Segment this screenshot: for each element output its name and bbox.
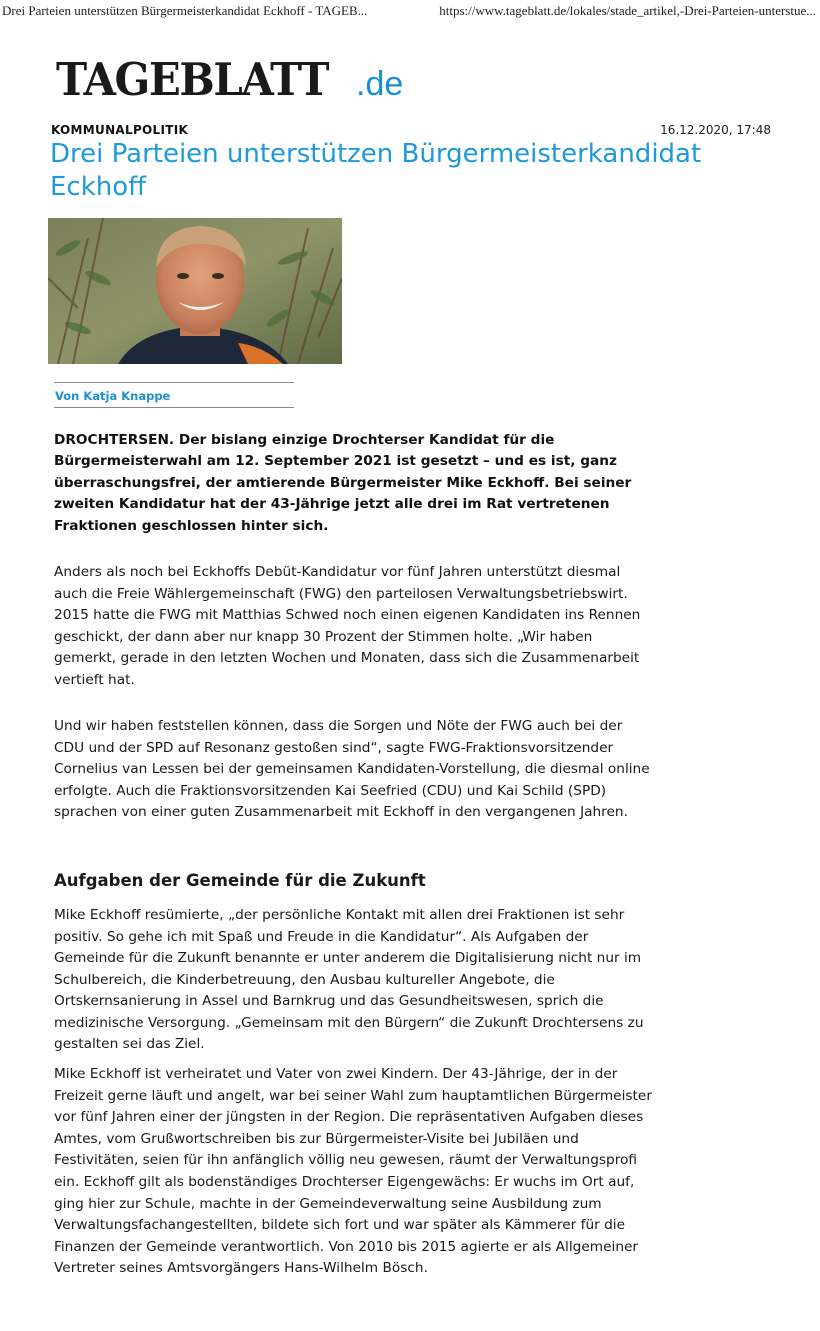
article-headline: Drei Parteien unterstützen Bürgermeisterkandidat Eckhoff [50,139,702,202]
article-lead: DROCHTERSEN. Der bislang einzige Drochterser Kandidat für die Bürgermeisterwahl am 12. September 2021 ist gesetzt – und es ist, ganz überraschungsfrei, der amtierende Bürgermeister Mike Eckhoff. Bei seiner zweiten Kandidatur hat der 43-Jährige jetzt alle drei im Rat vertretenen Fraktionen geschlossen hinter sich. [54,432,632,534]
logo-wordmark: TAGEBLATT [56,53,329,106]
article-paragraph-1: Anders als noch bei Eckhoffs Debüt-Kandidatur vor fünf Jahren unterstützt diesmal auch die Freie Wählergemeinschaft (FWG) den parteilosen Verwaltungsbetriebswirt. 2015 hatte die FWG mit Matthias Schwed noch einen eigenen Kandidaten ins Rennen geschickt, der dann aber nur knapp 30 Prozent der Stimmen holte. „Wir haben gemerkt, gerade in den letzten Wochen und Monaten, dass sich die Zusammenarbeit vertieft hat. [54,564,641,688]
article-rubric: KOMMUNALPOLITIK [51,123,189,137]
site-logo[interactable] [56,50,404,110]
logo-domain-suffix: .de [356,65,404,103]
article-paragraph-3: Mike Eckhoff resümierte, „der persönliche Kontakt mit allen drei Fraktionen ist sehr positiv. So gehe ich mit Spaß und Freude in die Kandidatur“. Als Aufgaben der Gemeinde für die Zukunft benannte er unter anderem die Digitalisierung nicht nur im Schulbereich, die Kinderbetreuung, den Ausbau kultureller Angebote, die Ortskernsanierung in Assel und Barnkrug und das Gesundheitswesen, sprich die medizinische Versorgung. „Gemeinsam mit den Bürgern“ die Zukunft Drochtersens zu gestalten sei das Ziel. [54,907,644,1052]
article-subheading: Aufgaben der Gemeinde für die Zukunft [54,871,426,890]
article-paragraph-2: Und wir haben feststellen können, dass die Sorgen und Nöte der FWG auch bei der CDU und der SPD auf Resonanz gestoßen sind“, sagte FWG-Fraktionsvorsitzender Cornelius van Lessen bei der gemeinsamen Kandidaten-Vorstellung, die diesmal online erfolgte. Auch die Fraktionsvorsitzenden Kai Seefried (CDU) und Kai Schild (SPD) sprachen von einer guten Zusammenarbeit mit Eckhoff in den vergangenen Jahren. [54,718,650,820]
print-page-title: Drei Parteien unterstützen Bürgermeisterkandidat Eckhoff - TAGEB... [2,3,368,18]
article-photo [48,218,342,364]
article-byline[interactable]: Von Katja Knappe [55,389,171,403]
byline-box [54,382,294,408]
article-paragraph-4: Mike Eckhoff ist verheiratet und Vater von zwei Kindern. Der 43-Jährige, der in der Freizeit gerne läuft und angelt, war bei seiner Wahl zum hauptamtlichen Bürgermeister vor fünf Jahren einer der jüngsten in der Region. Die repräsentativen Aufgaben dieses Amtes, vom Grußwortschreiben bis zur Bürgermeister-Visite bei Jubiläen und Festivitäten, seien für ihn anfänglich völlig neu gewesen, räumt der Verwaltungsprofi ein. Eckhoff gilt als bodenständiges Drochterser Eigengewächs: Er wuchs im Ort auf, ging hier zur Schule, machte in der Gemeindeverwaltung seine Ausbildung zum Verwaltungsfachangestellten, bildete sich fort und war später als Kämmerer für die Finanzen der Gemeinde verantwortlich. Von 2010 bis 2015 agierte er als Allgemeiner Vertreter seines Amtsvorgängers Hans-Wilhelm Bösch. [54,1066,652,1277]
print-page-url: https://www.tageblatt.de/lokales/stade_artikel,-Drei-Parteien-unterstue... [439,3,816,18]
article-datetime: 16.12.2020, 17:48 [660,123,771,137]
print-header [0,0,820,22]
